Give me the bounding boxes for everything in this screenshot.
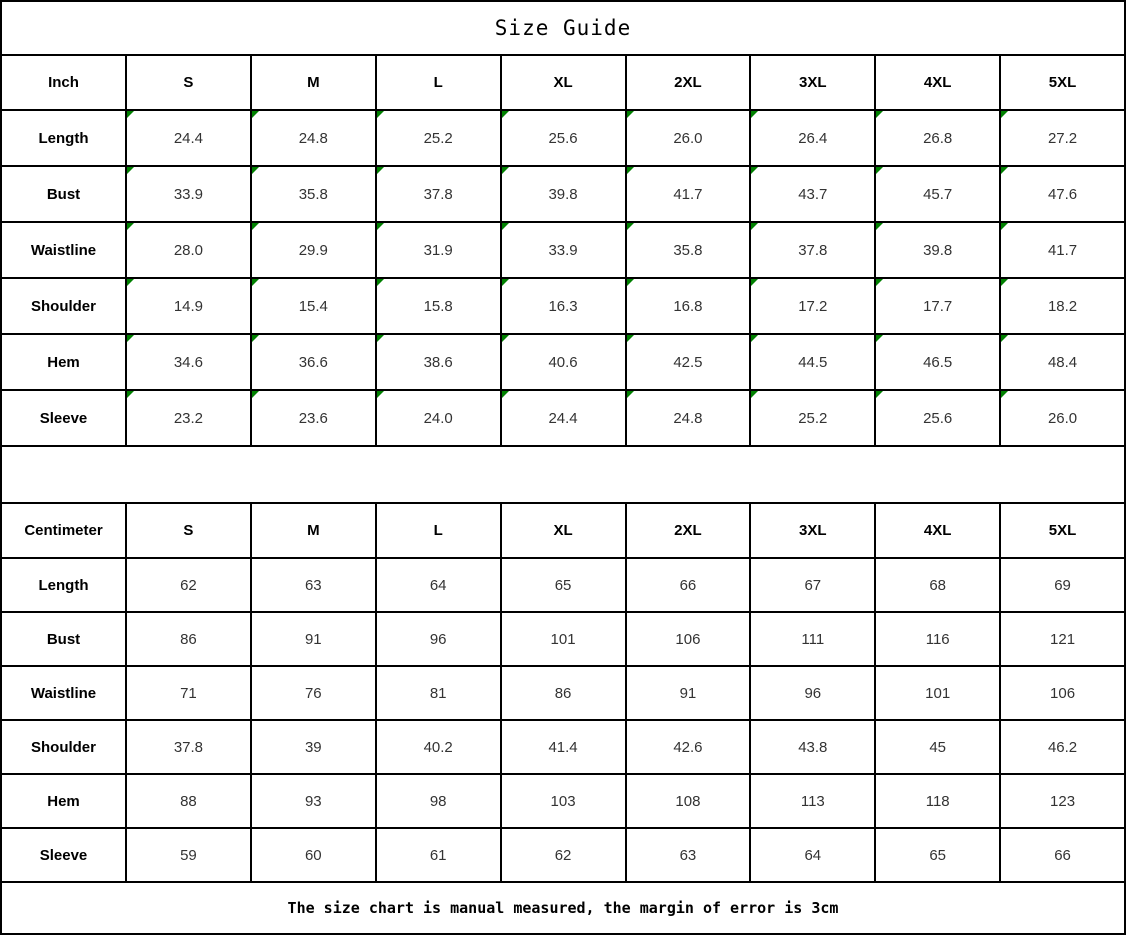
cell-value: 42.5 [673, 353, 703, 371]
title-section [1, 1, 1125, 110]
value-cell [251, 558, 376, 612]
cell-value: 37.8 [798, 241, 828, 259]
green-corner-marker-icon [876, 111, 883, 118]
cell-value: 28.0 [173, 241, 204, 259]
cell-value: 25.6 [923, 409, 953, 427]
value-cell [875, 774, 1000, 828]
green-corner-marker-icon [502, 279, 509, 286]
value-cell [1000, 720, 1125, 774]
value-cell [501, 166, 626, 222]
cell-value: 96 [429, 630, 447, 648]
size-header-3xl: 3XL [750, 503, 875, 558]
cell-value: 81 [429, 684, 447, 702]
table-row [1, 334, 1125, 390]
cell-value: 39.8 [923, 241, 953, 259]
value-cell [501, 558, 626, 612]
size-header-5xl: 5XL [1000, 503, 1125, 558]
value-cell [626, 774, 751, 828]
cell-value: 16.8 [673, 297, 703, 315]
cell-value: 42.6 [673, 738, 703, 756]
row-label-shoulder: Shoulder [1, 720, 126, 774]
cell-value: 106 [675, 630, 701, 648]
cell-value: 45 [929, 738, 947, 756]
value-cell [750, 110, 875, 166]
value-cell [501, 390, 626, 446]
cell-value: 66 [679, 576, 697, 594]
green-corner-marker-icon [1001, 223, 1008, 230]
cell-value: 44.5 [798, 353, 828, 371]
footer-section [1, 882, 1125, 934]
value-cell [126, 278, 251, 334]
green-corner-marker-icon [627, 279, 634, 286]
cell-value: 61 [429, 846, 447, 864]
value-cell [376, 558, 501, 612]
value-cell [1000, 558, 1125, 612]
green-corner-marker-icon [627, 111, 634, 118]
cell-value: 66 [1054, 846, 1071, 864]
cell-value: 26.0 [1047, 409, 1078, 427]
value-cell [126, 720, 251, 774]
cell-value: 15.4 [298, 297, 328, 315]
cell-value: 27.2 [1047, 129, 1078, 147]
green-corner-marker-icon [377, 335, 384, 342]
value-cell [750, 222, 875, 278]
value-cell [750, 774, 875, 828]
value-cell [251, 774, 376, 828]
cell-value: 23.6 [298, 409, 328, 427]
cell-value: 62 [180, 576, 197, 594]
cell-value: 40.2 [423, 738, 453, 756]
cell-value: 41.7 [673, 185, 703, 203]
inch-header-row [1, 55, 1125, 110]
value-cell [251, 222, 376, 278]
cell-value: 41.4 [548, 738, 578, 756]
value-cell [750, 720, 875, 774]
size-header-2xl: 2XL [626, 55, 751, 110]
cell-value: 71 [180, 684, 197, 702]
cell-value: 111 [801, 630, 825, 648]
cell-value: 59 [180, 846, 197, 864]
cell-value: 17.2 [798, 297, 828, 315]
value-cell [626, 666, 751, 720]
green-corner-marker-icon [876, 223, 883, 230]
cell-value: 48.4 [1047, 353, 1078, 371]
green-corner-marker-icon [627, 335, 634, 342]
cell-value: 43.8 [798, 738, 828, 756]
page-title: Size Guide [1, 1, 1125, 55]
value-cell [126, 166, 251, 222]
cell-value: 121 [1050, 630, 1076, 648]
spacer-cell [1, 446, 1125, 503]
cell-value: 29.9 [298, 241, 328, 259]
value-cell [626, 612, 751, 666]
title-row [1, 1, 1125, 55]
value-cell [1000, 774, 1125, 828]
table-row [1, 166, 1125, 222]
size-header-xl: XL [501, 55, 626, 110]
green-corner-marker-icon [502, 391, 509, 398]
value-cell [126, 110, 251, 166]
cell-value: 40.6 [548, 353, 578, 371]
green-corner-marker-icon [1001, 335, 1008, 342]
table-row [1, 612, 1125, 666]
value-cell [875, 334, 1000, 390]
green-corner-marker-icon [252, 111, 259, 118]
value-cell [501, 612, 626, 666]
value-cell [501, 334, 626, 390]
value-cell [126, 334, 251, 390]
cell-value: 35.8 [673, 241, 703, 259]
cell-value: 41.7 [1047, 241, 1078, 259]
cell-value: 64 [429, 576, 447, 594]
value-cell [626, 828, 751, 882]
value-cell [875, 166, 1000, 222]
size-header-s: S [126, 503, 251, 558]
value-cell [750, 612, 875, 666]
value-cell [501, 774, 626, 828]
value-cell [376, 774, 501, 828]
row-label-waistline: Waistline [1, 666, 126, 720]
value-cell [376, 720, 501, 774]
cell-value: 116 [925, 630, 950, 648]
spacer-row [1, 446, 1125, 503]
value-cell [376, 666, 501, 720]
green-corner-marker-icon [627, 391, 634, 398]
value-cell [501, 720, 626, 774]
value-cell [501, 666, 626, 720]
value-cell [626, 334, 751, 390]
footer-note: The size chart is manual measured, the margin of error is 3cm [1, 882, 1125, 934]
cell-value: 26.8 [923, 129, 953, 147]
cell-value: 47.6 [1047, 185, 1078, 203]
size-header-l: L [376, 503, 501, 558]
green-corner-marker-icon [751, 167, 758, 174]
cell-value: 37.8 [423, 185, 453, 203]
green-corner-marker-icon [377, 111, 384, 118]
value-cell [376, 828, 501, 882]
cell-value: 24.0 [423, 409, 453, 427]
size-header-4xl: 4XL [875, 55, 1000, 110]
value-cell [626, 278, 751, 334]
cell-value: 65 [554, 576, 572, 594]
green-corner-marker-icon [252, 391, 259, 398]
cell-value: 63 [304, 576, 322, 594]
value-cell [875, 110, 1000, 166]
value-cell [376, 166, 501, 222]
green-corner-marker-icon [127, 279, 134, 286]
cell-value: 98 [429, 792, 447, 810]
table-row [1, 558, 1125, 612]
value-cell [376, 222, 501, 278]
cell-value: 86 [554, 684, 572, 702]
cell-value: 91 [304, 630, 322, 648]
green-corner-marker-icon [127, 167, 134, 174]
cell-value: 46.5 [923, 353, 953, 371]
value-cell [251, 278, 376, 334]
size-header-3xl: 3XL [750, 55, 875, 110]
row-label-sleeve: Sleeve [1, 828, 126, 882]
cell-value: 63 [679, 846, 697, 864]
value-cell [626, 222, 751, 278]
value-cell [251, 720, 376, 774]
value-cell [501, 828, 626, 882]
cell-value: 37.8 [173, 738, 204, 756]
cell-value: 88 [180, 792, 197, 810]
cell-value: 18.2 [1047, 297, 1078, 315]
size-header-m: M [251, 503, 376, 558]
cell-value: 23.2 [173, 409, 204, 427]
green-corner-marker-icon [127, 111, 134, 118]
cell-value: 24.8 [673, 409, 703, 427]
green-corner-marker-icon [876, 335, 883, 342]
centimeter-table-body [1, 558, 1125, 882]
value-cell [376, 612, 501, 666]
cell-value: 24.8 [298, 129, 328, 147]
table-row [1, 390, 1125, 446]
cell-value: 39 [304, 738, 322, 756]
green-corner-marker-icon [252, 167, 259, 174]
green-corner-marker-icon [377, 391, 384, 398]
value-cell [251, 110, 376, 166]
value-cell [251, 612, 376, 666]
green-corner-marker-icon [502, 111, 509, 118]
green-corner-marker-icon [127, 223, 134, 230]
cell-value: 35.8 [298, 185, 328, 203]
row-label-waistline: Waistline [1, 222, 126, 278]
green-corner-marker-icon [1001, 167, 1008, 174]
value-cell [626, 110, 751, 166]
cell-value: 65 [929, 846, 947, 864]
cell-value: 64 [804, 846, 822, 864]
cell-value: 16.3 [548, 297, 578, 315]
green-corner-marker-icon [627, 167, 634, 174]
cell-value: 68 [929, 576, 947, 594]
green-corner-marker-icon [127, 335, 134, 342]
table-row [1, 278, 1125, 334]
value-cell [126, 666, 251, 720]
green-corner-marker-icon [1001, 111, 1008, 118]
cell-value: 118 [925, 792, 950, 810]
value-cell [1000, 110, 1125, 166]
value-cell [251, 390, 376, 446]
value-cell [1000, 278, 1125, 334]
green-corner-marker-icon [751, 111, 758, 118]
value-cell [1000, 390, 1125, 446]
value-cell [626, 720, 751, 774]
cell-value: 106 [1050, 684, 1076, 702]
cell-value: 26.0 [673, 129, 703, 147]
size-header-5xl: 5XL [1000, 55, 1125, 110]
row-label-shoulder: Shoulder [1, 278, 126, 334]
cell-value: 91 [679, 684, 697, 702]
cell-value: 76 [304, 684, 322, 702]
cell-value: 103 [550, 792, 576, 810]
cell-value: 17.7 [923, 297, 953, 315]
row-label-length: Length [1, 558, 126, 612]
green-corner-marker-icon [377, 223, 384, 230]
table-row [1, 666, 1125, 720]
green-corner-marker-icon [751, 279, 758, 286]
green-corner-marker-icon [876, 167, 883, 174]
cell-value: 69 [1054, 576, 1071, 594]
value-cell [376, 278, 501, 334]
unit-label-inch: Inch [1, 55, 126, 110]
value-cell [251, 666, 376, 720]
value-cell [750, 278, 875, 334]
cell-value: 31.9 [423, 241, 453, 259]
value-cell [875, 720, 1000, 774]
value-cell [875, 390, 1000, 446]
value-cell [126, 612, 251, 666]
cell-value: 39.8 [548, 185, 578, 203]
green-corner-marker-icon [876, 279, 883, 286]
inch-table-body [1, 110, 1125, 446]
value-cell [875, 278, 1000, 334]
table-row [1, 222, 1125, 278]
value-cell [251, 334, 376, 390]
cell-value: 38.6 [423, 353, 453, 371]
cell-value: 25.2 [423, 129, 453, 147]
cell-value: 45.7 [923, 185, 953, 203]
value-cell [501, 278, 626, 334]
green-corner-marker-icon [751, 335, 758, 342]
value-cell [875, 612, 1000, 666]
cell-value: 14.9 [173, 297, 204, 315]
green-corner-marker-icon [627, 223, 634, 230]
table-row [1, 110, 1125, 166]
cell-value: 15.8 [423, 297, 453, 315]
value-cell [750, 828, 875, 882]
value-cell [501, 110, 626, 166]
value-cell [1000, 334, 1125, 390]
row-label-sleeve: Sleeve [1, 390, 126, 446]
value-cell [376, 390, 501, 446]
spacer-section [1, 446, 1125, 558]
cell-value: 101 [925, 684, 951, 702]
value-cell [1000, 166, 1125, 222]
value-cell [875, 828, 1000, 882]
value-cell [376, 110, 501, 166]
size-header-l: L [376, 55, 501, 110]
cell-value: 93 [304, 792, 322, 810]
cell-value: 123 [1050, 792, 1076, 810]
size-header-xl: XL [501, 503, 626, 558]
table-row [1, 720, 1125, 774]
green-corner-marker-icon [1001, 279, 1008, 286]
green-corner-marker-icon [252, 335, 259, 342]
cell-value: 60 [304, 846, 322, 864]
cell-value: 46.2 [1047, 738, 1078, 756]
green-corner-marker-icon [751, 223, 758, 230]
table-row [1, 828, 1125, 882]
cell-value: 67 [804, 576, 822, 594]
row-label-bust: Bust [1, 612, 126, 666]
cell-value: 62 [554, 846, 572, 864]
cell-value: 96 [804, 684, 822, 702]
size-header-m: M [251, 55, 376, 110]
unit-label-centimeter: Centimeter [1, 503, 126, 558]
size-header-4xl: 4XL [875, 503, 1000, 558]
green-corner-marker-icon [502, 223, 509, 230]
value-cell [126, 390, 251, 446]
cell-value: 101 [550, 630, 576, 648]
cell-value: 33.9 [548, 241, 578, 259]
value-cell [251, 828, 376, 882]
cell-value: 25.6 [548, 129, 578, 147]
value-cell [626, 166, 751, 222]
row-label-hem: Hem [1, 334, 126, 390]
cell-value: 108 [675, 792, 701, 810]
row-label-length: Length [1, 110, 126, 166]
value-cell [1000, 222, 1125, 278]
value-cell [126, 558, 251, 612]
value-cell [750, 558, 875, 612]
cell-value: 86 [180, 630, 197, 648]
green-corner-marker-icon [252, 223, 259, 230]
value-cell [875, 666, 1000, 720]
value-cell [750, 390, 875, 446]
value-cell [626, 390, 751, 446]
value-cell [626, 558, 751, 612]
row-label-hem: Hem [1, 774, 126, 828]
footer-row [1, 882, 1125, 934]
value-cell [251, 166, 376, 222]
green-corner-marker-icon [127, 391, 134, 398]
value-cell [126, 222, 251, 278]
green-corner-marker-icon [1001, 391, 1008, 398]
value-cell [750, 666, 875, 720]
value-cell [126, 774, 251, 828]
cell-value: 43.7 [798, 185, 828, 203]
table-row [1, 774, 1125, 828]
green-corner-marker-icon [377, 279, 384, 286]
green-corner-marker-icon [252, 279, 259, 286]
cell-value: 26.4 [798, 129, 828, 147]
green-corner-marker-icon [377, 167, 384, 174]
size-header-s: S [126, 55, 251, 110]
cell-value: 25.2 [798, 409, 828, 427]
cell-value: 24.4 [173, 129, 204, 147]
value-cell [750, 166, 875, 222]
value-cell [376, 334, 501, 390]
value-cell [1000, 612, 1125, 666]
value-cell [501, 222, 626, 278]
cell-value: 33.9 [173, 185, 204, 203]
cell-value: 36.6 [298, 353, 328, 371]
size-header-2xl: 2XL [626, 503, 751, 558]
value-cell [1000, 828, 1125, 882]
green-corner-marker-icon [502, 335, 509, 342]
row-label-bust: Bust [1, 166, 126, 222]
green-corner-marker-icon [502, 167, 509, 174]
green-corner-marker-icon [876, 391, 883, 398]
cell-value: 113 [800, 792, 825, 810]
cell-value: 34.6 [173, 353, 204, 371]
value-cell [1000, 666, 1125, 720]
cell-value: 24.4 [548, 409, 578, 427]
centimeter-header-row [1, 503, 1125, 558]
green-corner-marker-icon [751, 391, 758, 398]
value-cell [875, 558, 1000, 612]
value-cell [875, 222, 1000, 278]
value-cell [126, 828, 251, 882]
value-cell [750, 334, 875, 390]
